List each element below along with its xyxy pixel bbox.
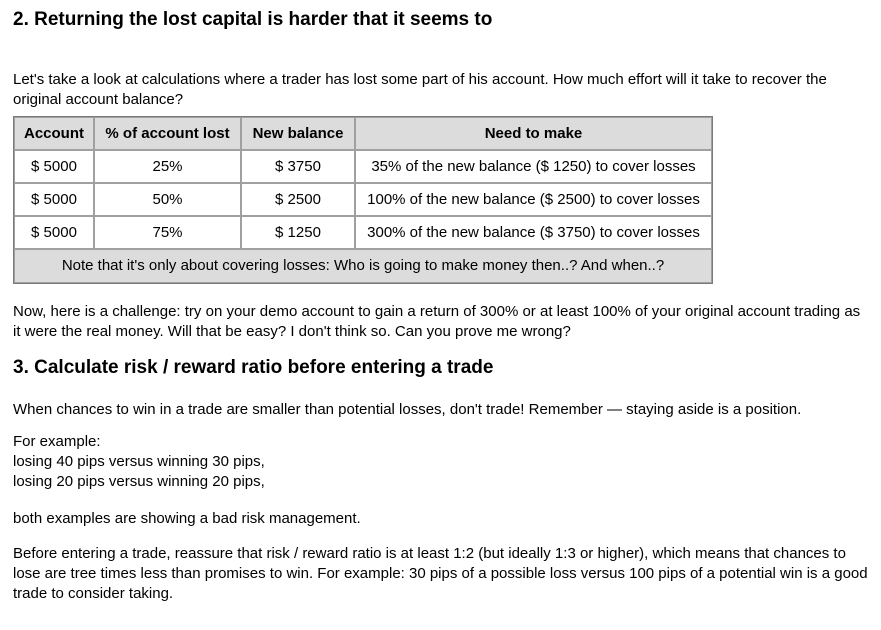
cell-need-to-make: 300% of the new balance ($ 3750) to cover losses — [355, 216, 712, 249]
column-header-account: Account — [14, 117, 94, 150]
section-3-heading: 3. Calculate risk / reward ratio before entering a trade — [13, 357, 494, 378]
section-2-intro: Let's take a look at calculations where a trader has lost some part of his account. How much effort will it take to recover the original account balance? — [13, 71, 827, 108]
table-row — [14, 150, 712, 183]
column-header-percent-lost: % of account lost — [94, 117, 241, 150]
cell-new-balance: $ 2500 — [241, 183, 355, 216]
cell-percent-lost: 50% — [94, 183, 241, 216]
before-trade-advice: Before entering a trade, reassure that risk / reward ratio is at least 1:2 (but ideally 1:3 or higher), which means that chances to lose are tree times less than promises to win. For example: 30 pips of a possible loss versus 100 pips of a potential win is a good trade to consider taking. — [13, 545, 868, 602]
table-row — [14, 216, 712, 249]
loss-recovery-table — [13, 116, 713, 284]
cell-percent-lost: 75% — [94, 216, 241, 249]
example-block — [13, 432, 869, 492]
table-row — [14, 183, 712, 216]
table-note: Note that it's only about covering losses: Who is going to make money then..? And when..? — [14, 249, 712, 283]
cell-account: $ 5000 — [14, 183, 94, 216]
table-header-row — [14, 117, 712, 150]
cell-new-balance: $ 3750 — [241, 150, 355, 183]
section-2-heading: 2. Returning the lost capital is harder that it seems to — [13, 9, 493, 30]
section-3-chances: When chances to win in a trade are smaller than potential losses, don't trade! Remember — staying aside is a position. — [13, 401, 802, 418]
section-2-challenge: Now, here is a challenge: try on your demo account to gain a return of 300% or at least 100% of your original account trading as it were the real money. Will that be easy? I don't think so. Can you prove me wrong? — [13, 303, 861, 340]
cell-need-to-make: 35% of the new balance ($ 1250) to cover losses — [355, 150, 712, 183]
cell-percent-lost: 25% — [94, 150, 241, 183]
example-intro: For example: — [13, 433, 101, 450]
column-header-new-balance: New balance — [241, 117, 355, 150]
cell-need-to-make: 100% of the new balance ($ 2500) to cover losses — [355, 183, 712, 216]
column-header-need-to-make: Need to make — [355, 117, 712, 150]
cell-account: $ 5000 — [14, 216, 94, 249]
table-note-row — [14, 249, 712, 283]
cell-account: $ 5000 — [14, 150, 94, 183]
example-line: losing 40 pips versus winning 30 pips, — [13, 453, 265, 470]
cell-new-balance: $ 1250 — [241, 216, 355, 249]
bad-management-note: both examples are showing a bad risk management. — [13, 510, 361, 527]
example-line: losing 20 pips versus winning 20 pips, — [13, 473, 265, 490]
